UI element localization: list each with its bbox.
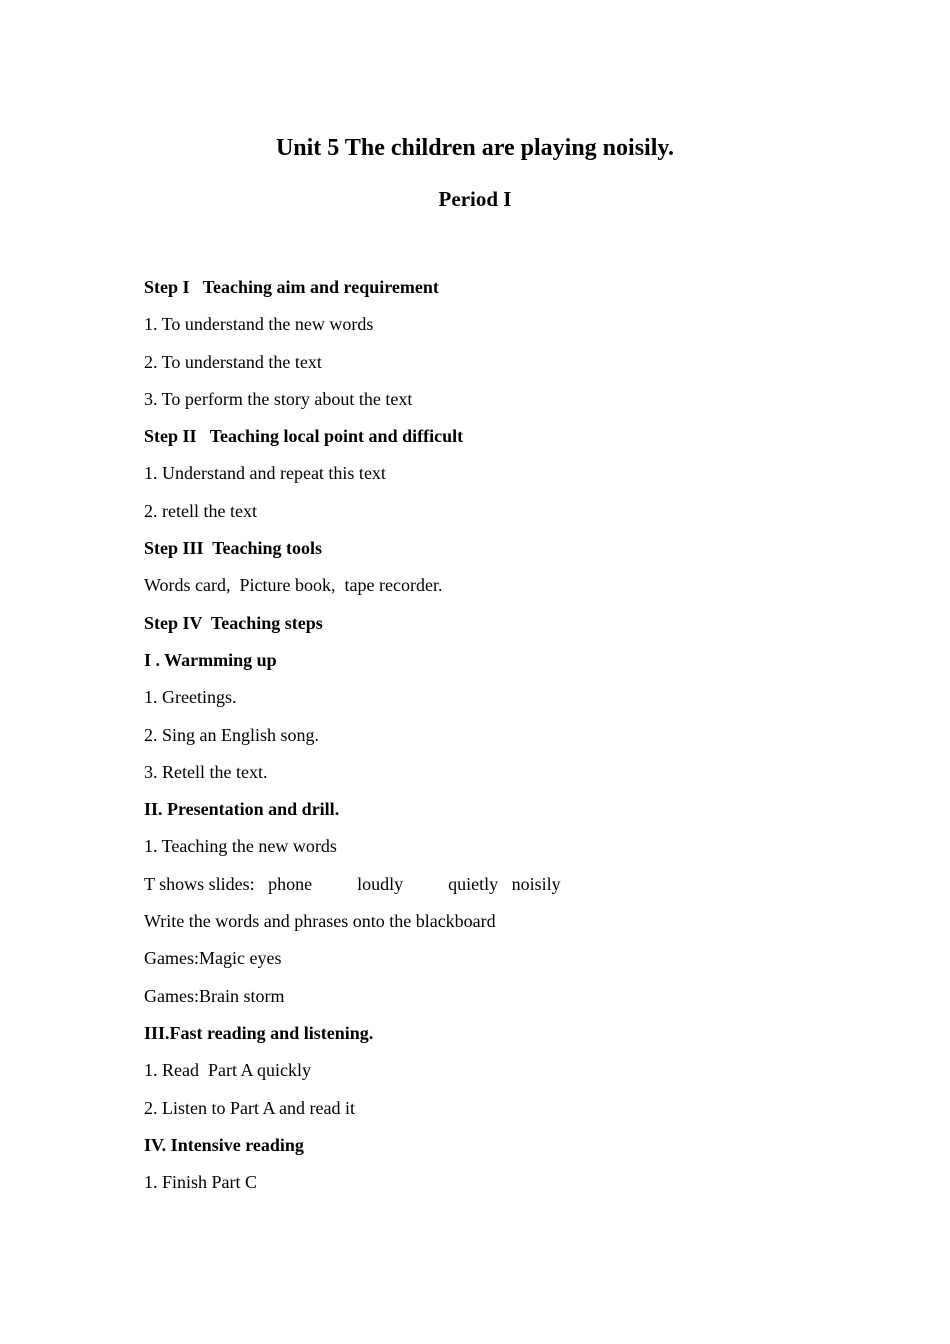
slides-line: T shows slides: phone loudly quietly noisily	[144, 873, 561, 894]
aim-item-1: 1. To understand the new words	[144, 314, 374, 335]
section-presentation-heading: II. Presentation and drill.	[144, 799, 340, 820]
warmup-item-2: 2. Sing an English song.	[144, 724, 320, 745]
warmup-item-3: 3. Retell the text.	[144, 761, 268, 782]
presentation-item-1: 1. Teaching the new words	[144, 836, 337, 857]
intensive-reading-item-1: 1. Finish Part C	[144, 1172, 258, 1193]
fast-reading-item-2: 2. Listen to Part A and read it	[144, 1097, 355, 1118]
aim-item-3: 3. To perform the story about the text	[144, 388, 413, 409]
point-item-1: 1. Understand and repeat this text	[144, 463, 386, 484]
step-1-heading: Step I Teaching aim and requirement	[144, 277, 439, 297]
aim-item-2: 2. To understand the text	[144, 351, 322, 372]
step-3-heading: Step III Teaching tools	[144, 538, 323, 559]
tools-line: Words card, Picture book, tape recorder.	[144, 575, 443, 596]
section-warmup-heading: I . Warmming up	[144, 649, 277, 670]
section-intensive-reading-heading: IV. Intensive reading	[144, 1134, 304, 1155]
step-2-heading: Step II Teaching local point and difficult	[144, 426, 464, 447]
fast-reading-item-1: 1. Read Part A quickly	[144, 1060, 311, 1081]
document-subtitle: Period I	[438, 187, 512, 211]
point-item-2: 2. retell the text	[144, 500, 257, 521]
document-title: Unit 5 The children are playing noisily.	[275, 135, 675, 161]
section-fast-reading-heading: III.Fast reading and listening.	[144, 1022, 374, 1043]
step-4-heading: Step IV Teaching steps	[144, 612, 323, 633]
blackboard-line: Write the words and phrases onto the blackboard	[144, 911, 496, 932]
games-magic-eyes: Games:Magic eyes	[144, 948, 282, 969]
document-body	[144, 276, 844, 1208]
warmup-item-1: 1. Greetings.	[144, 687, 237, 708]
games-brain-storm: Games:Brain storm	[144, 985, 285, 1006]
